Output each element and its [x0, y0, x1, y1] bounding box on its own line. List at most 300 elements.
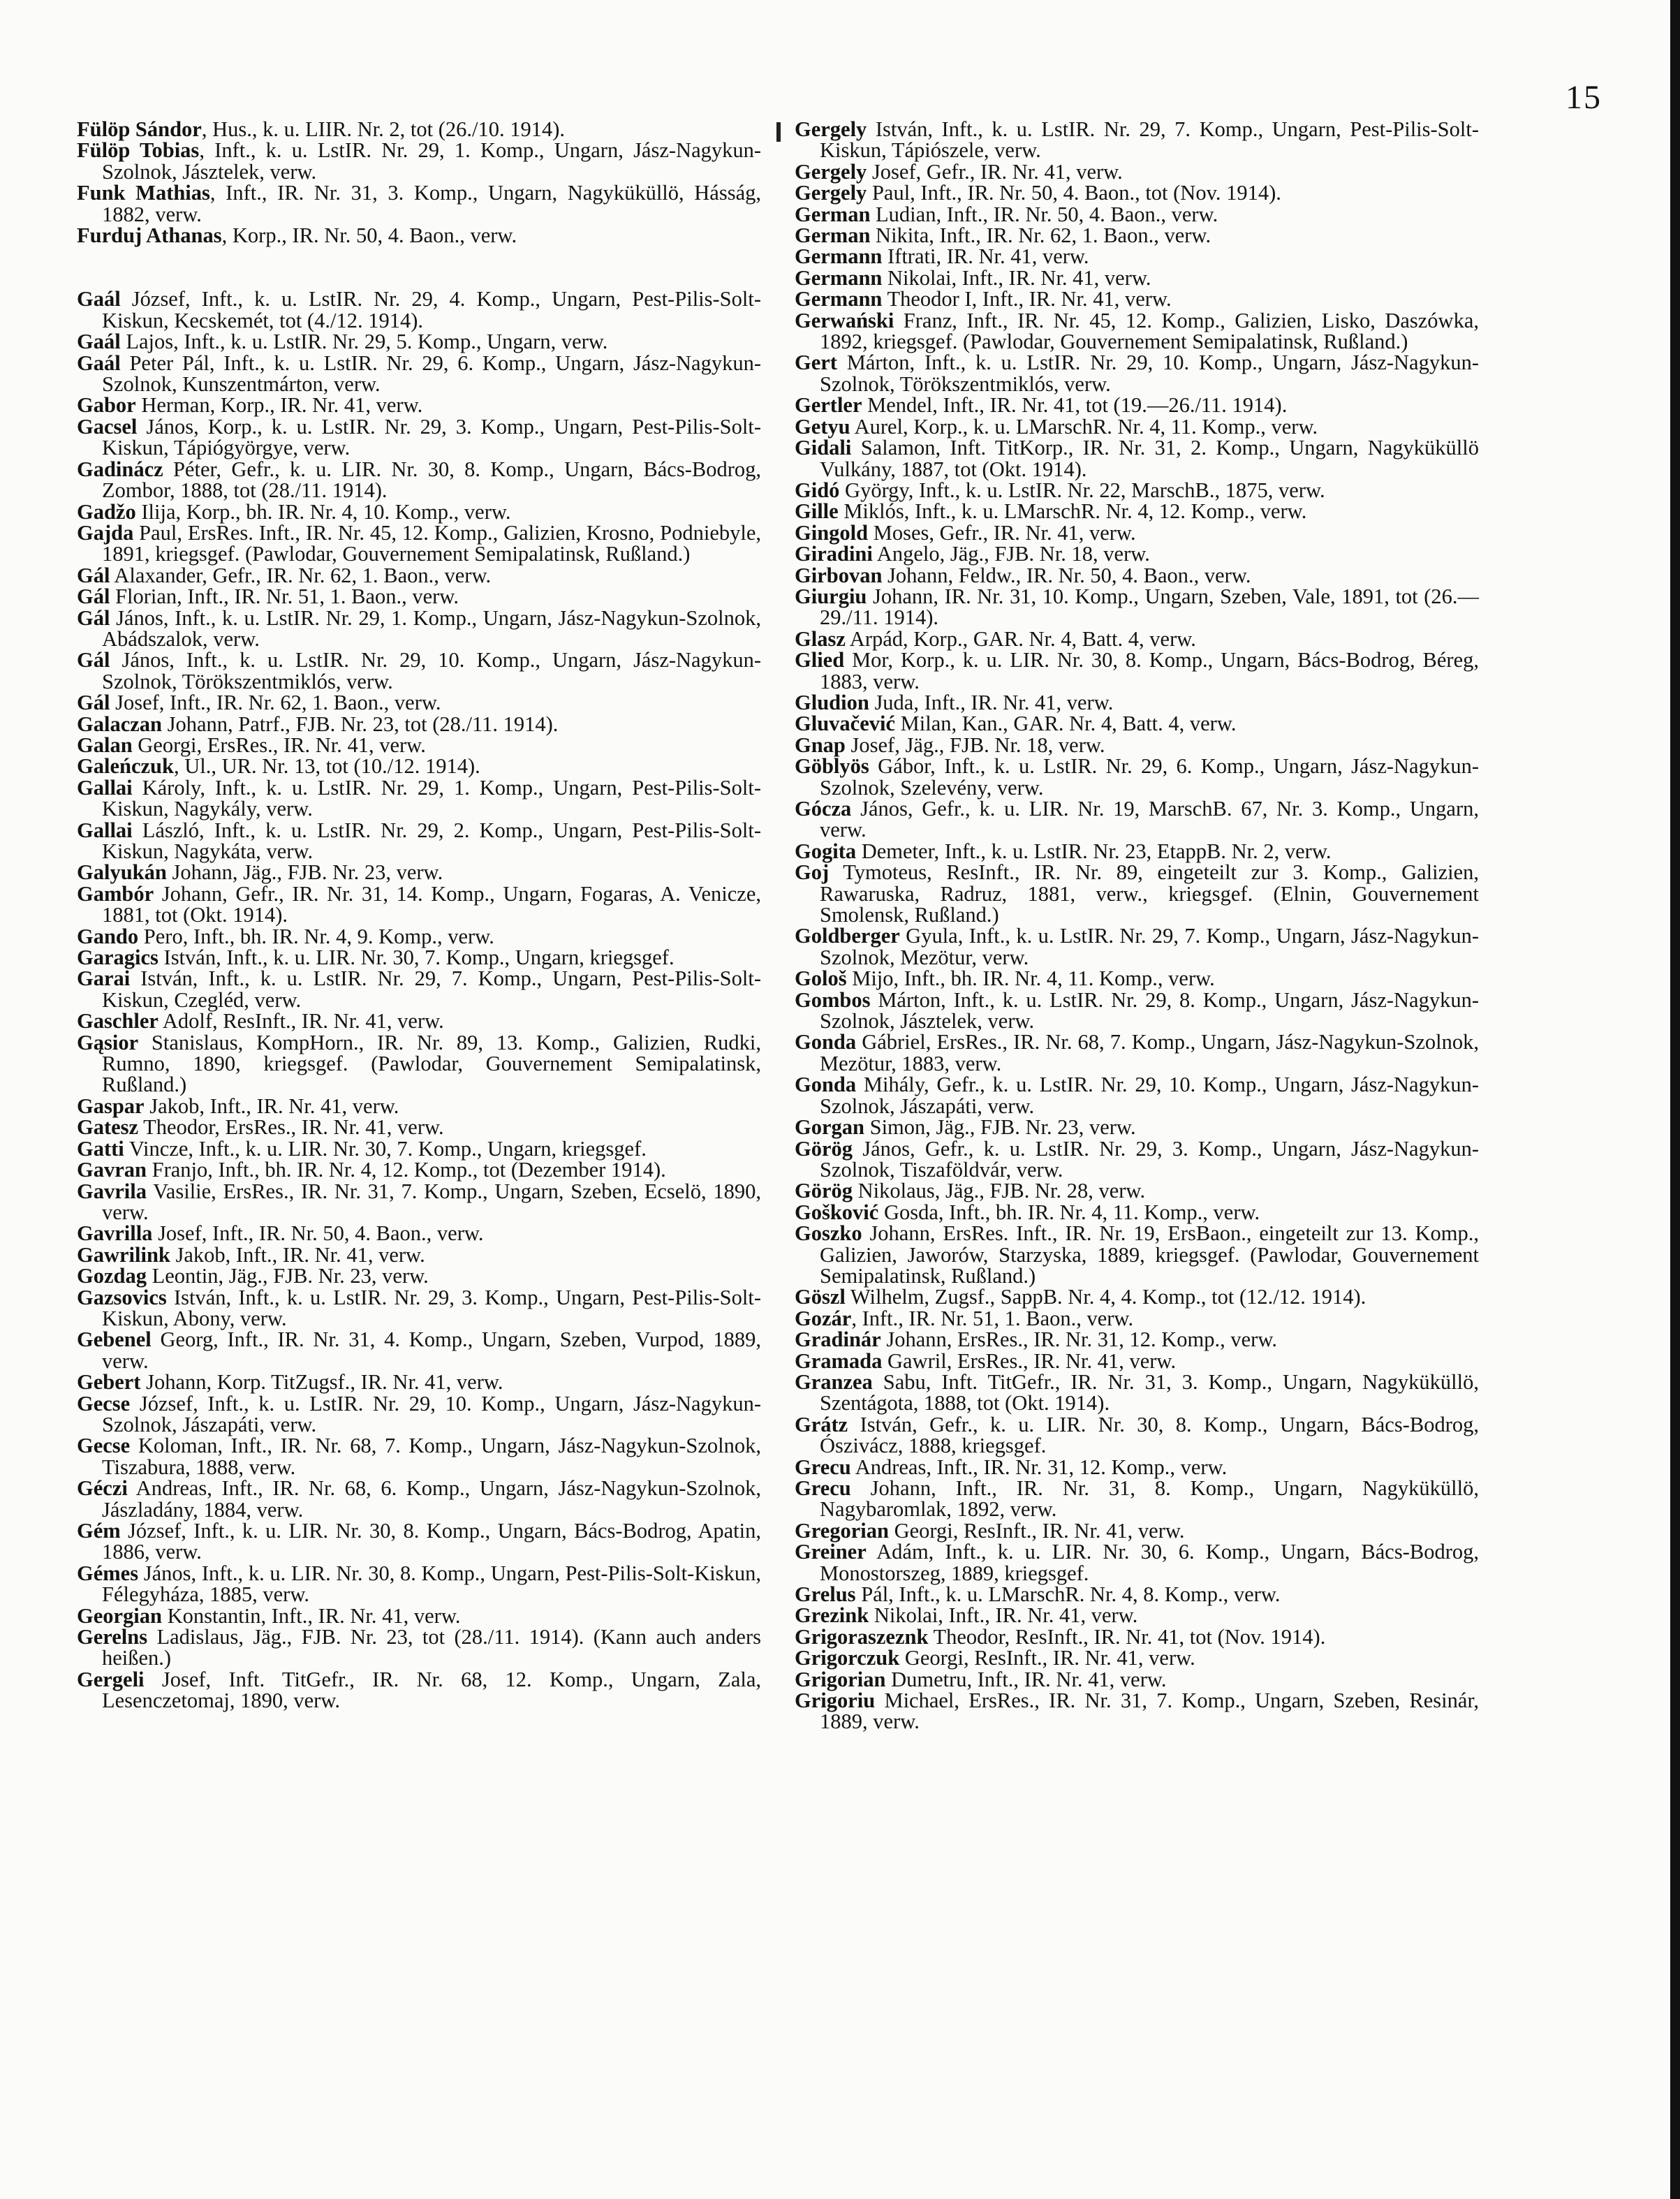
entry-surname: Gozdag [77, 1264, 147, 1288]
entry-surname: Gavran [77, 1158, 147, 1182]
register-entry [77, 225, 761, 246]
entry-details: Adám, Inft., k. u. LIR. Nr. 30, 6. Komp., Ungarn, Bács-Bodrog, Monostorszeg, 1889, kriegsgef. [820, 1540, 1479, 1585]
register-entry [77, 288, 761, 331]
register-entry [795, 1520, 1479, 1541]
entry-details: , Korp., IR. Nr. 50, 4. Baon., verw. [221, 223, 517, 248]
register-entry [77, 1009, 761, 1034]
register-entry [77, 1138, 761, 1159]
entry-surname: Garai [77, 966, 131, 991]
entry-details: Stanislaus, KompHorn., IR. Nr. 89, 13. Komp., Galizien, Rudki, Rumno, 1890, kriegsgef. (Pawlodar, Gouvernement Semipalatinsk, Rußland.) [102, 1030, 761, 1097]
register-entry [77, 947, 761, 968]
register-entry [795, 968, 1479, 989]
entry-surname: Gaschler [77, 1009, 159, 1034]
entry-details: Mihály, Gefr., k. u. LstIR. Nr. 29, 10. Komp., Ungarn, Jász-Nagykun-Szolnok, Jászapáti, verw. [820, 1073, 1479, 1118]
entry-surname: Gerwański [795, 308, 894, 332]
entry-details: Mendel, Inft., IR. Nr. 41, tot (19.—26./11. 1914). [862, 393, 1288, 418]
entry-surname: Gémes [77, 1561, 139, 1585]
entry-surname: Funk Mathias [77, 181, 210, 205]
entry-surname: Galan [77, 733, 133, 757]
entry-surname: Görög [795, 1136, 853, 1161]
entry-details: Ilija, Korp., bh. IR. Nr. 4, 10. Komp., verw. [135, 499, 511, 524]
register-entry [77, 1032, 761, 1096]
entry-surname: Gebenel [77, 1328, 152, 1352]
register-entry [77, 692, 761, 713]
entry-details: Mijo, Inft., bh. IR. Nr. 4, 11. Komp., verw. [846, 966, 1215, 991]
entry-details: Márton, Inft., k. u. LstIR. Nr. 29, 8. Komp., Ungarn, Jász-Nagykun-Szolnok, Jásztelek, verw. [820, 987, 1479, 1034]
entry-details: Herman, Korp., IR. Nr. 41, verw. [135, 393, 423, 418]
register-entry [795, 649, 1479, 692]
entry-surname: Gém [77, 1519, 121, 1543]
register-entry [795, 1647, 1479, 1668]
right-column [795, 119, 1479, 1733]
entry-details: Wilhelm, Zugsf., SappB. Nr. 4, 4. Komp., tot (12./12. 1914). [845, 1285, 1366, 1309]
register-entry [77, 820, 761, 862]
entry-surname: Gąsior [77, 1030, 139, 1054]
entry-surname: Gatesz [77, 1115, 139, 1140]
register-entry [77, 565, 761, 586]
entry-details: Adolf, ResInft., IR. Nr. 41, verw. [158, 1009, 444, 1034]
entry-details: Koloman, Inft., IR. Nr. 68, 7. Komp., Ungarn, Jász-Nagykun-Szolnok, Tiszabura, 1888, verw. [102, 1434, 761, 1479]
entry-surname: Göszl [795, 1285, 846, 1309]
entry-surname: Galaczan [77, 712, 162, 736]
entry-details: Andreas, Inft., IR. Nr. 31, 12. Komp., verw. [850, 1455, 1228, 1479]
entry-surname: Giurgiu [795, 584, 867, 608]
entry-details: István, Inft., k. u. LIR. Nr. 30, 7. Komp., Ungarn, kriegsgef. [158, 946, 675, 970]
register-entry [795, 692, 1479, 713]
entry-details: Johann, ErsRes., IR. Nr. 31, 12. Komp., verw. [880, 1328, 1278, 1352]
entry-details: Nikolai, Inft., IR. Nr. 41, verw. [882, 265, 1151, 290]
entry-surname: Gócza [795, 797, 852, 821]
entry-surname: Glied [795, 648, 845, 672]
entry-surname: Géczi [77, 1476, 128, 1501]
register-entry [795, 1457, 1479, 1478]
entry-surname: Göblyös [795, 754, 869, 779]
entry-surname: Gaál [77, 351, 121, 375]
register-entry [795, 161, 1479, 182]
entry-surname: Gergely [795, 159, 867, 184]
register-entry [795, 437, 1479, 480]
entry-details: Georgi, ResInft., IR. Nr. 41, verw. [888, 1518, 1185, 1543]
register-entry [795, 310, 1479, 353]
entry-surname: Gacsel [77, 414, 138, 439]
entry-details: Theodor I, Inft., IR. Nr. 41, verw. [882, 287, 1172, 311]
register-entry [795, 841, 1479, 862]
register-entry [795, 1202, 1479, 1223]
entry-surname: Gavrila [77, 1179, 147, 1203]
entry-details: Vasilie, ErsRes., IR. Nr. 31, 7. Komp., Ungarn, Szeben, Ecselö, 1890, verw. [102, 1179, 761, 1224]
register-entry [77, 1435, 761, 1478]
entry-details: , Inft., IR. Nr. 51, 1. Baon., verw. [851, 1306, 1134, 1330]
register-entry [795, 1605, 1479, 1626]
register-entry [795, 182, 1479, 203]
entry-details: Georg, Inft., IR. Nr. 31, 4. Komp., Ungarn, Szeben, Vurpod, 1889, verw. [102, 1328, 761, 1373]
register-entry [795, 586, 1479, 628]
entry-details: , Inft., IR. Nr. 31, 3. Komp., Ungarn, Nagyküküllö, Hásság, 1882, verw. [102, 181, 761, 226]
entry-surname: Gidó [795, 478, 840, 502]
entry-surname: Gajda [77, 520, 134, 545]
register-entry [77, 649, 761, 692]
register-entry [795, 246, 1479, 267]
entry-details: Nikita, Inft., IR. Nr. 62, 1. Baon., verw. [870, 223, 1211, 248]
entry-surname: Gabor [77, 393, 136, 418]
entry-details: Franz, Inft., IR. Nr. 45, 12. Komp., Galizien, Lisko, Daszówka, 1892, kriegsgef. (Pawlodar, Gouvernement Semipalatinsk, Rußland.) [820, 308, 1479, 354]
entry-surname: Germann [795, 265, 883, 290]
entry-surname: Gonda [795, 1030, 857, 1054]
register-entry [77, 501, 761, 522]
entry-details: Georgi, ErsRes., IR. Nr. 41, verw. [132, 733, 426, 757]
entry-surname: Georgian [77, 1603, 162, 1628]
entry-surname: Gál [77, 563, 110, 587]
register-entry [795, 1541, 1479, 1584]
entry-details: Theodor, ErsRes., IR. Nr. 41, verw. [138, 1115, 444, 1140]
register-entry [795, 756, 1479, 798]
entry-details: Simon, Jäg., FJB. Nr. 23, verw. [864, 1115, 1136, 1140]
entry-details: Jakob, Inft., IR. Nr. 41, verw. [170, 1242, 425, 1267]
entry-details: Márton, Inft., k. u. LstIR. Nr. 29, 10. Komp., Ungarn, Jász-Nagykun-Szolnok, Törökszentmiklós, verw. [820, 351, 1479, 396]
register-entry [77, 1563, 761, 1605]
entry-surname: Granzea [795, 1369, 873, 1394]
entry-details: Johann, Jäg., FJB. Nr. 23, verw. [166, 860, 443, 885]
entry-details: Arpád, Korp., GAR. Nr. 4, Batt. 4, verw. [845, 626, 1196, 651]
entry-surname: Gergely [795, 117, 867, 141]
entry-details: Alaxander, Gefr., IR. Nr. 62, 1. Baon., verw. [110, 563, 492, 587]
entry-surname: Gert [795, 351, 837, 375]
entry-surname: Gaspar [77, 1094, 145, 1118]
entry-surname: Gramada [795, 1348, 883, 1373]
register-entry [795, 1223, 1479, 1286]
section-gap [77, 246, 761, 288]
entry-surname: Grigoraszeznk [795, 1624, 929, 1649]
entry-surname: Grigorczuk [795, 1646, 900, 1670]
entry-details: , Hus., k. u. LIIR. Nr. 2, tot (26./10. 1914). [201, 117, 566, 141]
entry-surname: Fülöp Tobias [77, 138, 200, 163]
register-entry [77, 393, 761, 418]
entry-surname: Gaál [77, 330, 121, 354]
entry-details: Tymoteus, ResInft., IR. Nr. 89, eingeteilt zur 3. Komp., Galizien, Rawaruska, Radruz, 1881, verw., kriegsgef. (Elnin, Gouvernement Smolensk, Rußland.) [820, 860, 1479, 927]
entry-surname: Gawrilink [77, 1242, 170, 1267]
register-entry [795, 713, 1479, 734]
register-entry [77, 522, 761, 565]
register-entry [77, 1626, 761, 1669]
register-entry [77, 1244, 761, 1265]
entry-details: János, Inft., k. u. LstIR. Nr. 29, 10. Komp., Ungarn, Jász-Nagykun-Szolnok, Törökszentmiklós, verw. [102, 648, 761, 693]
entry-details: Johann, IR. Nr. 31, 10. Komp., Ungarn, Szeben, Vale, 1891, tot (26.—29./11. 1914). [820, 584, 1479, 630]
entry-surname: Galyukán [77, 860, 167, 885]
entry-surname: Gecse [77, 1434, 131, 1458]
entry-details: István, Gefr., k. u. LIR. Nr. 30, 8. Komp., Ungarn, Bács-Bodrog, Ószivácz, 1888, kriegsgef. [820, 1412, 1479, 1458]
register-entry [77, 714, 761, 735]
entry-surname: Gál [77, 584, 110, 609]
entry-surname: Gluvačević [795, 712, 895, 736]
register-entry [795, 862, 1479, 925]
entry-details: Florian, Inft., IR. Nr. 51, 1. Baon., verw. [110, 584, 459, 609]
entry-details: Nikolaus, Jäg., FJB. Nr. 28, verw. [853, 1179, 1146, 1203]
entry-surname: Getyu [795, 414, 850, 439]
entry-surname: Gaál [77, 287, 121, 311]
page-edge-shadow [1670, 0, 1680, 2199]
register-entry [77, 1265, 761, 1286]
register-entry [795, 925, 1479, 968]
entry-surname: Gadžo [77, 499, 136, 524]
register-entry [77, 883, 761, 926]
entry-details: János, Korp., k. u. LstIR. Nr. 29, 3. Komp., Ungarn, Pest-Pilis-Solt-Kiskun, Tápiógyörgye, verw. [102, 414, 761, 460]
register-entry [795, 225, 1479, 246]
entry-details: Johann, Feldw., IR. Nr. 50, 4. Baon., verw. [882, 563, 1251, 587]
entry-surname: Gnap [795, 733, 846, 757]
register-entry [795, 522, 1479, 543]
entry-surname: Gebert [77, 1370, 141, 1395]
entry-details: Moses, Gefr., IR. Nr. 41, verw. [868, 520, 1136, 545]
entry-details: Ladislaus, Jäg., FJB. Nr. 23, tot (28./11. 1914). (Kann auch anders heißen.) [102, 1625, 761, 1670]
entry-details: Dumetru, Inft., IR. Nr. 41, verw. [885, 1667, 1167, 1691]
register-entry [77, 1669, 761, 1712]
entry-surname: Gergeli [77, 1667, 145, 1691]
register-entry [795, 1308, 1479, 1329]
entry-surname: Gidali [795, 436, 852, 460]
entry-details: Gawril, ErsRes., IR. Nr. 41, verw. [882, 1348, 1177, 1373]
entry-details: József, Inft., k. u. LIR. Nr. 30, 8. Komp., Ungarn, Bács-Bodrog, Apatin, 1886, verw. [102, 1519, 761, 1564]
register-entry [77, 1159, 761, 1180]
entry-details: György, Inft., k. u. LstIR. Nr. 22, MarschB., 1875, verw. [839, 478, 1325, 502]
entry-details: Milan, Kan., GAR. Nr. 4, Batt. 4, verw. [895, 712, 1237, 736]
register-entry [795, 1626, 1479, 1647]
register-entry [795, 543, 1479, 564]
entry-surname: Germann [795, 244, 883, 269]
left-column [77, 119, 761, 1712]
entry-surname: Goj [795, 860, 830, 885]
entry-surname: Gavrilla [77, 1221, 153, 1246]
entry-details: Josef, Gefr., IR. Nr. 41, verw. [867, 159, 1123, 184]
entry-details: István, Inft., k. u. LstIR. Nr. 29, 7. Komp., Ungarn, Pest-Pilis-Solt-Kiskun, Czegléd, verw. [102, 966, 761, 1012]
register-entry [795, 501, 1479, 522]
entry-details: János, Gefr., k. u. LIR. Nr. 19, MarschB. 67, Nr. 3. Komp., Ungarn, verw. [820, 797, 1479, 842]
register-entry [77, 1287, 761, 1330]
entry-details: Pero, Inft., bh. IR. Nr. 4, 9. Komp., verw. [138, 924, 494, 948]
entry-details: István, Inft., k. u. LstIR. Nr. 29, 7. Komp., Ungarn, Pest-Pilis-Solt-Kiskun, Tápiószele, verw. [820, 117, 1479, 163]
entry-details: János, Inft., k. u. LstIR. Nr. 29, 1. Komp., Ungarn, Jász-Nagykun-Szolnok, Abádszalok, verw. [102, 605, 761, 651]
entry-surname: Grecu [795, 1455, 851, 1479]
register-entry [77, 777, 761, 820]
register-entry [795, 1286, 1479, 1307]
register-entry [795, 1180, 1479, 1201]
entry-details: Leontin, Jäg., FJB. Nr. 23, verw. [146, 1264, 429, 1288]
entry-surname: Gombos [795, 987, 871, 1012]
entry-details: József, Inft., k. u. LstIR. Nr. 29, 10. Komp., Ungarn, Jász-Nagykun-Szolnok, Jászapáti, verw. [102, 1391, 761, 1436]
register-entry [77, 605, 761, 651]
register-entry [77, 756, 761, 777]
entry-surname: Gallai [77, 818, 133, 842]
entry-details: Nikolai, Inft., IR. Nr. 41, verw. [869, 1603, 1138, 1628]
entry-details: István, Inft., k. u. LstIR. Nr. 29, 3. Komp., Ungarn, Pest-Pilis-Solt-Kiskun, Abony, verw. [102, 1285, 761, 1330]
register-entry [795, 288, 1479, 309]
register-entry [795, 628, 1479, 649]
entry-surname: Germann [795, 287, 883, 311]
register-entry [77, 1181, 761, 1223]
entry-details: Theodor, ResInft., IR. Nr. 41, tot (Nov. 1914). [928, 1624, 1326, 1649]
entry-details: Vincze, Inft., k. u. LIR. Nr. 30, 7. Komp., Ungarn, kriegsgef. [124, 1136, 647, 1161]
entry-details: Jakob, Inft., IR. Nr. 41, verw. [144, 1094, 399, 1118]
entry-surname: Gál [77, 648, 110, 672]
entry-surname: Fülöp Sándor [77, 117, 202, 141]
register-entry [795, 735, 1479, 756]
entry-surname: Gerelns [77, 1625, 148, 1649]
entry-surname: Grigorian [795, 1667, 886, 1691]
register-entry [795, 416, 1479, 437]
register-entry [795, 119, 1479, 161]
register-entry [795, 1031, 1479, 1074]
entry-details: Konstantin, Inft., IR. Nr. 41, verw. [162, 1603, 461, 1628]
register-entry [795, 1669, 1479, 1690]
register-entry [77, 1117, 761, 1138]
entry-surname: Grátz [795, 1412, 848, 1436]
register-entry [795, 1414, 1479, 1457]
register-entry [77, 1605, 761, 1626]
register-entry [77, 926, 761, 947]
entry-surname: Galeńczuk [77, 754, 174, 779]
register-entry [77, 140, 761, 182]
entry-surname: Gregorian [795, 1518, 889, 1543]
entry-surname: Gradinár [795, 1328, 881, 1352]
entry-details: Aurel, Korp., k. u. LMarschR. Nr. 4, 11. Komp., verw. [850, 414, 1318, 439]
register-entry [77, 1096, 761, 1117]
entry-details: Gábor, Inft., k. u. LstIR. Nr. 29, 6. Komp., Ungarn, Jász-Nagykun-Szolnok, Szelevény, verw. [820, 754, 1479, 800]
entry-surname: Grezink [795, 1603, 869, 1628]
entry-details: Gábriel, ErsRes., IR. Nr. 68, 7. Komp., Ungarn, Jász-Nagykun-Szolnok, Mezötur, 1883, verw. [820, 1030, 1479, 1075]
entry-details: János, Gefr., k. u. LstIR. Nr. 29, 3. Komp., Ungarn, Jász-Nagykun-Szolnok, Tiszaföldvár, verw. [820, 1136, 1479, 1182]
entry-details: Franjo, Inft., bh. IR. Nr. 4, 12. Komp., tot (Dezember 1914). [146, 1158, 666, 1182]
entry-details: Demeter, Inft., k. u. LstIR. Nr. 23, EtappB. Nr. 2, verw. [856, 839, 1332, 863]
entry-details: Johann, ErsRes. Inft., IR. Nr. 19, ErsBaon., eingeteilt zur 13. Komp., Galizien, Jaworów, Starzyska, 1889, kriegsgef. (Pawlodar, Gouvernement Semipalatinsk, Rußland.) [820, 1221, 1479, 1288]
register-entry [795, 1478, 1479, 1520]
entry-details: Pál, Inft., k. u. LMarschR. Nr. 4, 8. Komp., verw. [855, 1582, 1281, 1607]
register-entry [795, 987, 1479, 1034]
entry-details: Johann, Korp. TitZugsf., IR. Nr. 41, verw. [140, 1370, 503, 1395]
register-entry [77, 353, 761, 395]
register-entry [795, 1348, 1479, 1373]
register-entry [795, 1371, 1479, 1414]
register-entry [795, 1117, 1479, 1138]
entry-details: Josef, Inft., IR. Nr. 50, 4. Baon., verw. [152, 1221, 484, 1246]
entry-surname: Gološ [795, 966, 847, 991]
register-entry [77, 1520, 761, 1563]
entry-details: Paul, ErsRes. Inft., IR. Nr. 45, 12. Komp., Galizien, Krosno, Podniebyle, 1891, kriegsgef. (Pawlodar, Gouvernement Semipalatinsk, Rußland.) [102, 520, 761, 566]
register-entry [795, 1690, 1479, 1733]
entry-details: Ludian, Inft., IR. Nr. 50, 4. Baon., verw. [870, 202, 1218, 226]
register-entry [77, 586, 761, 607]
entry-details: János, Inft., k. u. LIR. Nr. 30, 8. Komp., Ungarn, Pest-Pilis-Solt-Kiskun, Félegyháza, 1885, verw. [102, 1561, 761, 1607]
entry-surname: Gergely [795, 181, 867, 205]
entry-surname: Giradini [795, 542, 873, 566]
entry-surname: German [795, 223, 871, 248]
register-entry [795, 1329, 1479, 1350]
entry-surname: Gatti [77, 1136, 124, 1161]
page-number: 15 [1565, 79, 1602, 116]
entry-surname: Goszko [795, 1221, 862, 1246]
entry-details: Michael, ErsRes., IR. Nr. 31, 7. Komp., Ungarn, Szeben, Resinár, 1889, verw. [820, 1689, 1479, 1734]
entry-surname: Gogita [795, 839, 857, 863]
entry-details: Paul, Inft., IR. Nr. 50, 4. Baon., tot (Nov. 1914). [867, 181, 1281, 205]
entry-surname: Gando [77, 924, 139, 948]
entry-details: Andreas, Inft., IR. Nr. 68, 6. Komp., Ungarn, Jász-Nagykun-Szolnok, Jászladány, 1884, verw. [102, 1476, 761, 1522]
entry-surname: Gál [77, 691, 110, 715]
entry-surname: Gál [77, 605, 110, 630]
entry-surname: Garagics [77, 946, 159, 970]
register-entry [795, 1584, 1479, 1605]
register-entry [77, 331, 761, 352]
register-entry [77, 862, 761, 883]
entry-surname: Grigoriu [795, 1689, 876, 1713]
entry-details: József, Inft., k. u. LstIR. Nr. 29, 4. Komp., Ungarn, Pest-Pilis-Solt-Kiskun, Kecskemét, tot (4./12. 1914). [102, 287, 761, 332]
register-entry [77, 1393, 761, 1436]
entry-surname: Gošković [795, 1200, 879, 1224]
entry-surname: Gertler [795, 393, 862, 418]
entry-surname: Furduj Athanas [77, 223, 222, 248]
entry-details: Angelo, Jäg., FJB. Nr. 18, verw. [872, 542, 1150, 566]
register-entry [795, 565, 1479, 586]
register-entry [795, 1074, 1479, 1117]
entry-surname: Grelus [795, 1582, 856, 1607]
entry-surname: Gecse [77, 1391, 131, 1415]
entry-details: Georgi, ResInft., IR. Nr. 41, verw. [899, 1646, 1195, 1670]
register-entry [795, 798, 1479, 841]
entry-details: , Ul., UR. Nr. 13, tot (10./12. 1914). [173, 754, 480, 779]
register-entry [795, 480, 1479, 501]
register-entry [77, 735, 761, 756]
entry-details: Juda, Inft., IR. Nr. 41, verw. [869, 690, 1114, 714]
entry-details: Josef, Inft. TitGefr., IR. Nr. 68, 12. Komp., Ungarn, Zala, Lesenczetomaj, 1890, verw. [102, 1667, 761, 1713]
register-entry [77, 1370, 761, 1395]
register-entry [77, 1223, 761, 1244]
entry-details: Sabu, Inft. TitGefr., IR. Nr. 31, 3. Komp., Ungarn, Nagyküküllö, Szentágota, 1888, tot (Okt. 1914). [820, 1369, 1479, 1415]
entry-surname: Gozár [795, 1306, 852, 1330]
entry-details: Peter Pál, Inft., k. u. LstIR. Nr. 29, 6. Komp., Ungarn, Jász-Nagykun-Szolnok, Kunszentmárton, verw. [102, 351, 761, 397]
entry-surname: Goldberger [795, 924, 900, 948]
register-entry [795, 204, 1479, 225]
register-entry [795, 267, 1479, 288]
entry-details: Miklós, Inft., k. u. LMarschR. Nr. 4, 12. Komp., verw. [838, 499, 1307, 524]
entry-details: Lajos, Inft., k. u. LstIR. Nr. 29, 5. Komp., Ungarn, verw. [120, 330, 608, 354]
register-entry [77, 416, 761, 459]
entry-surname: Grecu [795, 1476, 851, 1500]
entry-details: Josef, Inft., IR. Nr. 62, 1. Baon., verw. [110, 691, 441, 715]
register-entry [795, 1138, 1479, 1181]
register-entry [77, 1478, 761, 1520]
entry-details: , Inft., k. u. LstIR. Nr. 29, 1. Komp., Ungarn, Jász-Nagykun-Szolnok, Jásztelek, verw. [102, 138, 762, 184]
entry-surname: Gingold [795, 520, 869, 545]
entry-surname: Gadinácz [77, 457, 163, 481]
entry-surname: Görög [795, 1179, 853, 1203]
register-entry [77, 119, 761, 140]
entry-surname: Glasz [795, 626, 846, 651]
entry-surname: Girbovan [795, 563, 883, 587]
entry-surname: German [795, 202, 871, 226]
entry-details: Károly, Inft., k. u. LstIR. Nr. 29, 1. Komp., Ungarn, Pest-Pilis-Solt-Kiskun, Nagykály, verw. [102, 775, 761, 821]
register-entry [77, 182, 761, 225]
entry-surname: Gludion [795, 690, 869, 714]
entry-details: Gyula, Inft., k. u. LstIR. Nr. 29, 7. Komp., Ungarn, Jász-Nagykun-Szolnok, Mezötur, verw. [820, 924, 1479, 969]
entry-details: Péter, Gefr., k. u. LIR. Nr. 30, 8. Komp., Ungarn, Bács-Bodrog, Zombor, 1888, tot (28./11. 1914). [102, 457, 761, 503]
entry-details: Johann, Patrf., FJB. Nr. 23, tot (28./11. 1914). [162, 712, 559, 736]
entry-surname: Gambór [77, 881, 154, 906]
entry-surname: Gazsovics [77, 1285, 167, 1309]
entry-details: Gosda, Inft., bh. IR. Nr. 4, 11. Komp., verw. [878, 1200, 1260, 1224]
entry-details: Iftrati, IR. Nr. 41, verw. [882, 244, 1089, 269]
entry-details: Johann, Inft., IR. Nr. 31, 8. Komp., Ungarn, Nagyküküllö, Nagybaromlak, 1892, verw. [820, 1476, 1479, 1522]
entry-details: Josef, Jäg., FJB. Nr. 18, verw. [845, 733, 1105, 757]
entry-surname: Gallai [77, 775, 133, 800]
entry-details: Salamon, Inft. TitKorp., IR. Nr. 31, 2. Komp., Ungarn, Nagyküküllö Vulkány, 1887, tot (Okt. 1914). [820, 436, 1479, 481]
register-entry [77, 968, 761, 1010]
